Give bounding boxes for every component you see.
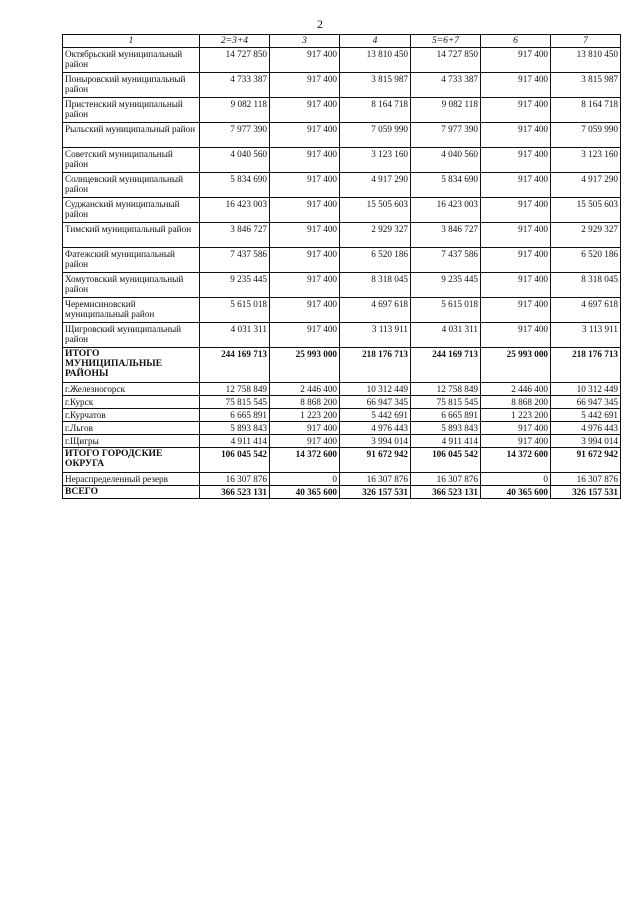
value-cell: 2 929 327 bbox=[340, 223, 411, 248]
value-cell: 5 834 690 bbox=[411, 173, 481, 198]
table-row bbox=[63, 473, 621, 486]
value-cell: 917 400 bbox=[481, 248, 551, 273]
value-cell: 25 993 000 bbox=[481, 348, 551, 383]
table-row bbox=[63, 348, 621, 383]
value-cell: 13 810 450 bbox=[340, 48, 411, 73]
row-label: Хомутовский муниципальный район bbox=[63, 273, 200, 298]
row-label: Пристенский муниципальный район bbox=[63, 98, 200, 123]
value-cell: 3 846 727 bbox=[200, 223, 270, 248]
row-label: Суджанский муниципальный район bbox=[63, 198, 200, 223]
value-cell: 917 400 bbox=[270, 148, 340, 173]
value-cell: 2 929 327 bbox=[551, 223, 621, 248]
value-cell: 7 977 390 bbox=[411, 123, 481, 148]
header-cell: 4 bbox=[340, 35, 411, 48]
value-cell: 917 400 bbox=[270, 123, 340, 148]
value-cell: 4 733 387 bbox=[411, 73, 481, 98]
row-label: ВСЕГО bbox=[63, 486, 200, 499]
value-cell: 15 505 603 bbox=[551, 198, 621, 223]
value-cell: 16 423 003 bbox=[200, 198, 270, 223]
table-row bbox=[63, 323, 621, 348]
value-cell: 16 307 876 bbox=[411, 473, 481, 486]
value-cell: 6 520 186 bbox=[551, 248, 621, 273]
value-cell: 2 446 400 bbox=[270, 383, 340, 396]
value-cell: 244 169 713 bbox=[200, 348, 270, 383]
value-cell: 917 400 bbox=[481, 98, 551, 123]
value-cell: 15 505 603 bbox=[340, 198, 411, 223]
value-cell: 66 947 345 bbox=[551, 396, 621, 409]
page-number: 2 bbox=[317, 17, 323, 31]
value-cell: 8 164 718 bbox=[551, 98, 621, 123]
value-cell: 4 031 311 bbox=[411, 323, 481, 348]
header-cell: 5=6+7 bbox=[411, 35, 481, 48]
value-cell: 3 113 911 bbox=[340, 323, 411, 348]
value-cell: 5 442 691 bbox=[340, 409, 411, 422]
value-cell: 8 868 200 bbox=[270, 396, 340, 409]
table-row bbox=[63, 273, 621, 298]
value-cell: 917 400 bbox=[270, 323, 340, 348]
value-cell: 5 442 691 bbox=[551, 409, 621, 422]
table-row bbox=[63, 435, 621, 448]
value-cell: 4 917 290 bbox=[551, 173, 621, 198]
row-label: г.Щигры bbox=[63, 435, 200, 448]
header-cell: 6 bbox=[481, 35, 551, 48]
value-cell: 66 947 345 bbox=[340, 396, 411, 409]
value-cell: 14 727 850 bbox=[200, 48, 270, 73]
value-cell: 40 365 600 bbox=[270, 486, 340, 499]
value-cell: 4 911 414 bbox=[411, 435, 481, 448]
value-cell: 366 523 131 bbox=[200, 486, 270, 499]
value-cell: 244 169 713 bbox=[411, 348, 481, 383]
value-cell: 917 400 bbox=[481, 148, 551, 173]
value-cell: 917 400 bbox=[481, 435, 551, 448]
table-row bbox=[63, 248, 621, 273]
value-cell: 917 400 bbox=[481, 422, 551, 435]
table-body bbox=[63, 48, 621, 499]
value-cell: 25 993 000 bbox=[270, 348, 340, 383]
value-cell: 917 400 bbox=[481, 298, 551, 323]
value-cell: 917 400 bbox=[270, 48, 340, 73]
value-cell: 1 223 200 bbox=[481, 409, 551, 422]
value-cell: 16 307 876 bbox=[200, 473, 270, 486]
value-cell: 8 318 045 bbox=[340, 273, 411, 298]
value-cell: 14 372 600 bbox=[270, 448, 340, 473]
value-cell: 9 082 118 bbox=[411, 98, 481, 123]
value-cell: 8 318 045 bbox=[551, 273, 621, 298]
value-cell: 917 400 bbox=[270, 73, 340, 98]
row-label: г.Курчатов bbox=[63, 409, 200, 422]
header-cell: 2=3+4 bbox=[200, 35, 270, 48]
value-cell: 2 446 400 bbox=[481, 383, 551, 396]
value-cell: 10 312 449 bbox=[551, 383, 621, 396]
table-row bbox=[63, 448, 621, 473]
table-row bbox=[63, 298, 621, 323]
row-label: Черемисиновский муниципальный район bbox=[63, 298, 200, 323]
row-label: Октябрьский муниципальный район bbox=[63, 48, 200, 73]
row-label: г.Железногорск bbox=[63, 383, 200, 396]
value-cell: 91 672 942 bbox=[340, 448, 411, 473]
value-cell: 917 400 bbox=[481, 223, 551, 248]
table-row bbox=[63, 486, 621, 499]
value-cell: 4 976 443 bbox=[551, 422, 621, 435]
table-row bbox=[63, 98, 621, 123]
value-cell: 9 235 445 bbox=[200, 273, 270, 298]
value-cell: 917 400 bbox=[270, 435, 340, 448]
value-cell: 9 235 445 bbox=[411, 273, 481, 298]
row-label: ИТОГО МУНИЦИПАЛЬНЫЕ РАЙОНЫ bbox=[63, 348, 200, 383]
value-cell: 917 400 bbox=[270, 298, 340, 323]
value-cell: 7 437 586 bbox=[200, 248, 270, 273]
value-cell: 14 727 850 bbox=[411, 48, 481, 73]
value-cell: 5 893 843 bbox=[411, 422, 481, 435]
header-cell: 1 bbox=[63, 35, 200, 48]
value-cell: 14 372 600 bbox=[481, 448, 551, 473]
value-cell: 917 400 bbox=[481, 198, 551, 223]
value-cell: 917 400 bbox=[270, 422, 340, 435]
row-label: Нераспределенный резерв bbox=[63, 473, 200, 486]
table-row bbox=[63, 409, 621, 422]
row-label: ИТОГО ГОРОДСКИЕ ОКРУГА bbox=[63, 448, 200, 473]
value-cell: 917 400 bbox=[270, 198, 340, 223]
value-cell: 4 697 618 bbox=[551, 298, 621, 323]
value-cell: 3 815 987 bbox=[340, 73, 411, 98]
row-label: Щигровский муниципальный район bbox=[63, 323, 200, 348]
value-cell: 106 045 542 bbox=[411, 448, 481, 473]
value-cell: 0 bbox=[481, 473, 551, 486]
value-cell: 917 400 bbox=[270, 273, 340, 298]
value-cell: 917 400 bbox=[481, 173, 551, 198]
value-cell: 12 758 849 bbox=[411, 383, 481, 396]
table-row bbox=[63, 223, 621, 248]
value-cell: 218 176 713 bbox=[551, 348, 621, 383]
value-cell: 3 815 987 bbox=[551, 73, 621, 98]
value-cell: 0 bbox=[270, 473, 340, 486]
value-cell: 1 223 200 bbox=[270, 409, 340, 422]
value-cell: 218 176 713 bbox=[340, 348, 411, 383]
value-cell: 40 365 600 bbox=[481, 486, 551, 499]
value-cell: 3 846 727 bbox=[411, 223, 481, 248]
value-cell: 4 976 443 bbox=[340, 422, 411, 435]
value-cell: 6 665 891 bbox=[411, 409, 481, 422]
value-cell: 4 040 560 bbox=[200, 148, 270, 173]
value-cell: 13 810 450 bbox=[551, 48, 621, 73]
value-cell: 917 400 bbox=[270, 173, 340, 198]
value-cell: 4 697 618 bbox=[340, 298, 411, 323]
value-cell: 4 917 290 bbox=[340, 173, 411, 198]
value-cell: 326 157 531 bbox=[551, 486, 621, 499]
value-cell: 8 868 200 bbox=[481, 396, 551, 409]
value-cell: 5 893 843 bbox=[200, 422, 270, 435]
value-cell: 917 400 bbox=[481, 273, 551, 298]
table-row bbox=[63, 198, 621, 223]
table-row bbox=[63, 422, 621, 435]
table-row bbox=[63, 123, 621, 148]
value-cell: 9 082 118 bbox=[200, 98, 270, 123]
value-cell: 917 400 bbox=[481, 323, 551, 348]
value-cell: 75 815 545 bbox=[411, 396, 481, 409]
value-cell: 16 307 876 bbox=[340, 473, 411, 486]
value-cell: 7 059 990 bbox=[340, 123, 411, 148]
value-cell: 5 834 690 bbox=[200, 173, 270, 198]
value-cell: 7 977 390 bbox=[200, 123, 270, 148]
value-cell: 3 994 014 bbox=[340, 435, 411, 448]
value-cell: 366 523 131 bbox=[411, 486, 481, 499]
value-cell: 5 615 018 bbox=[411, 298, 481, 323]
row-label: Поныровский муниципальный район bbox=[63, 73, 200, 98]
value-cell: 3 123 160 bbox=[340, 148, 411, 173]
value-cell: 7 437 586 bbox=[411, 248, 481, 273]
value-cell: 16 423 003 bbox=[411, 198, 481, 223]
budget-table bbox=[62, 34, 621, 499]
row-label: Тимский муниципальный район bbox=[63, 223, 200, 248]
value-cell: 3 113 911 bbox=[551, 323, 621, 348]
value-cell: 10 312 449 bbox=[340, 383, 411, 396]
value-cell: 5 615 018 bbox=[200, 298, 270, 323]
row-label: г.Льгов bbox=[63, 422, 200, 435]
value-cell: 8 164 718 bbox=[340, 98, 411, 123]
table-header-row bbox=[63, 35, 621, 48]
value-cell: 7 059 990 bbox=[551, 123, 621, 148]
value-cell: 12 758 849 bbox=[200, 383, 270, 396]
value-cell: 326 157 531 bbox=[340, 486, 411, 499]
value-cell: 917 400 bbox=[270, 223, 340, 248]
value-cell: 917 400 bbox=[270, 98, 340, 123]
value-cell: 3 123 160 bbox=[551, 148, 621, 173]
value-cell: 4 031 311 bbox=[200, 323, 270, 348]
row-label: Советский муниципальный район bbox=[63, 148, 200, 173]
value-cell: 4 911 414 bbox=[200, 435, 270, 448]
table-row bbox=[63, 396, 621, 409]
value-cell: 4 733 387 bbox=[200, 73, 270, 98]
table-row bbox=[63, 73, 621, 98]
table-row bbox=[63, 48, 621, 73]
row-label: Рыльский муниципальный район bbox=[63, 123, 200, 148]
value-cell: 3 994 014 bbox=[551, 435, 621, 448]
row-label: г.Курск bbox=[63, 396, 200, 409]
value-cell: 4 040 560 bbox=[411, 148, 481, 173]
value-cell: 917 400 bbox=[481, 48, 551, 73]
value-cell: 917 400 bbox=[481, 73, 551, 98]
value-cell: 6 665 891 bbox=[200, 409, 270, 422]
row-label: Солнцевский муниципальный район bbox=[63, 173, 200, 198]
value-cell: 917 400 bbox=[270, 248, 340, 273]
value-cell: 75 815 545 bbox=[200, 396, 270, 409]
value-cell: 917 400 bbox=[481, 123, 551, 148]
value-cell: 6 520 186 bbox=[340, 248, 411, 273]
header-cell: 3 bbox=[270, 35, 340, 48]
value-cell: 16 307 876 bbox=[551, 473, 621, 486]
row-label: Фатежский муниципальный район bbox=[63, 248, 200, 273]
header-cell: 7 bbox=[551, 35, 621, 48]
table-row bbox=[63, 173, 621, 198]
table-row bbox=[63, 383, 621, 396]
value-cell: 106 045 542 bbox=[200, 448, 270, 473]
table-row bbox=[63, 148, 621, 173]
value-cell: 91 672 942 bbox=[551, 448, 621, 473]
